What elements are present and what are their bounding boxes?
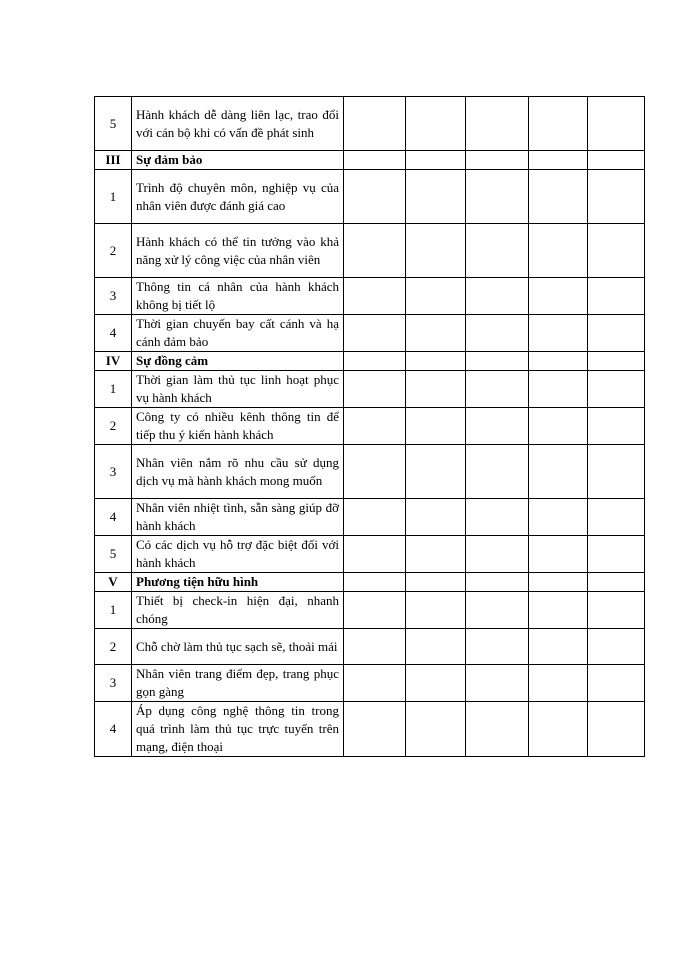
rating-cell-2: [406, 592, 466, 629]
rating-cell-5: [588, 702, 645, 757]
rating-cell-3: [466, 352, 529, 371]
rating-cell-5: [588, 408, 645, 445]
rating-cell-5: [588, 629, 645, 665]
survey-table: [94, 96, 645, 757]
rating-cell-5: [588, 224, 645, 278]
criterion-text: Có các dịch vụ hỗ trợ đặc biệt đối với hành khách: [132, 536, 344, 573]
rating-cell-5: [588, 536, 645, 573]
rating-cell-3: [466, 499, 529, 536]
criterion-text: Nhân viên nhiệt tình, sẵn sàng giúp đỡ hành khách: [132, 499, 344, 536]
rating-cell-1: [344, 629, 406, 665]
rating-cell-4: [529, 629, 588, 665]
criterion-text: Nhân viên nắm rõ nhu cầu sử dụng dịch vụ mà hành khách mong muốn: [132, 445, 344, 499]
rating-cell-4: [529, 170, 588, 224]
table-row: [95, 592, 645, 629]
section-row: [95, 151, 645, 170]
item-number: 2: [95, 629, 132, 665]
rating-cell-1: [344, 592, 406, 629]
section-number: V: [95, 573, 132, 592]
rating-cell-2: [406, 499, 466, 536]
item-number: 4: [95, 315, 132, 352]
rating-cell-5: [588, 151, 645, 170]
rating-cell-2: [406, 278, 466, 315]
rating-cell-1: [344, 408, 406, 445]
criterion-text: Nhân viên trang điểm đẹp, trang phục gọn gàng: [132, 665, 344, 702]
criterion-text: Hành khách dễ dàng liên lạc, trao đổi với cán bộ khi có vấn đề phát sinh: [132, 97, 344, 151]
rating-cell-4: [529, 573, 588, 592]
rating-cell-2: [406, 445, 466, 499]
rating-cell-4: [529, 499, 588, 536]
table-row: [95, 536, 645, 573]
item-number: 1: [95, 371, 132, 408]
rating-cell-4: [529, 536, 588, 573]
criterion-text: Thời gian chuyến bay cất cánh và hạ cánh đảm bảo: [132, 315, 344, 352]
criterion-text: Thiết bị check-in hiện đại, nhanh chóng: [132, 592, 344, 629]
rating-cell-2: [406, 170, 466, 224]
rating-cell-3: [466, 151, 529, 170]
table-row: [95, 97, 645, 151]
rating-cell-3: [466, 408, 529, 445]
rating-cell-2: [406, 352, 466, 371]
rating-cell-5: [588, 592, 645, 629]
section-title: Sự đồng cảm: [132, 352, 344, 371]
table-row: [95, 278, 645, 315]
rating-cell-1: [344, 536, 406, 573]
table-row: [95, 665, 645, 702]
rating-cell-4: [529, 224, 588, 278]
table-row: [95, 224, 645, 278]
table-row: [95, 702, 645, 757]
rating-cell-1: [344, 151, 406, 170]
rating-cell-2: [406, 408, 466, 445]
rating-cell-1: [344, 315, 406, 352]
item-number: 4: [95, 499, 132, 536]
rating-cell-4: [529, 97, 588, 151]
item-number: 3: [95, 665, 132, 702]
survey-table-body: [95, 97, 645, 757]
rating-cell-3: [466, 665, 529, 702]
section-title: Phương tiện hữu hình: [132, 573, 344, 592]
rating-cell-1: [344, 352, 406, 371]
item-number: 2: [95, 224, 132, 278]
rating-cell-1: [344, 278, 406, 315]
item-number: 1: [95, 592, 132, 629]
section-title: Sự đảm bảo: [132, 151, 344, 170]
rating-cell-2: [406, 536, 466, 573]
rating-cell-3: [466, 371, 529, 408]
criterion-text: Trình độ chuyên môn, nghiệp vụ của nhân viên được đánh giá cao: [132, 170, 344, 224]
rating-cell-2: [406, 573, 466, 592]
rating-cell-5: [588, 170, 645, 224]
rating-cell-5: [588, 573, 645, 592]
rating-cell-3: [466, 536, 529, 573]
item-number: 3: [95, 278, 132, 315]
item-number: 3: [95, 445, 132, 499]
rating-cell-5: [588, 278, 645, 315]
rating-cell-2: [406, 151, 466, 170]
rating-cell-4: [529, 151, 588, 170]
rating-cell-5: [588, 97, 645, 151]
rating-cell-5: [588, 445, 645, 499]
rating-cell-3: [466, 702, 529, 757]
criterion-text: Thông tin cá nhân của hành khách không bị tiết lộ: [132, 278, 344, 315]
rating-cell-2: [406, 315, 466, 352]
rating-cell-3: [466, 573, 529, 592]
section-number: IV: [95, 352, 132, 371]
rating-cell-4: [529, 592, 588, 629]
rating-cell-5: [588, 371, 645, 408]
rating-cell-1: [344, 97, 406, 151]
table-row: [95, 170, 645, 224]
rating-cell-3: [466, 97, 529, 151]
rating-cell-4: [529, 371, 588, 408]
criterion-text: Áp dụng công nghệ thông tin trong quá trình làm thủ tục trực tuyến trên mạng, điện thoại: [132, 702, 344, 757]
rating-cell-3: [466, 170, 529, 224]
rating-cell-1: [344, 499, 406, 536]
rating-cell-5: [588, 352, 645, 371]
criterion-text: Chỗ chờ làm thủ tục sạch sẽ, thoải mái: [132, 629, 344, 665]
table-row: [95, 499, 645, 536]
rating-cell-5: [588, 315, 645, 352]
rating-cell-3: [466, 592, 529, 629]
table-row: [95, 315, 645, 352]
criterion-text: Hành khách có thể tin tưởng vào khả năng xử lý công việc của nhân viên: [132, 224, 344, 278]
section-row: [95, 573, 645, 592]
section-number: III: [95, 151, 132, 170]
rating-cell-2: [406, 97, 466, 151]
rating-cell-3: [466, 629, 529, 665]
rating-cell-1: [344, 702, 406, 757]
table-row: [95, 371, 645, 408]
rating-cell-1: [344, 445, 406, 499]
rating-cell-1: [344, 665, 406, 702]
item-number: 1: [95, 170, 132, 224]
rating-cell-2: [406, 224, 466, 278]
rating-cell-2: [406, 665, 466, 702]
section-row: [95, 352, 645, 371]
rating-cell-3: [466, 445, 529, 499]
criterion-text: Thời gian làm thủ tục linh hoạt phục vụ hành khách: [132, 371, 344, 408]
rating-cell-1: [344, 573, 406, 592]
rating-cell-4: [529, 315, 588, 352]
item-number: 5: [95, 536, 132, 573]
rating-cell-1: [344, 170, 406, 224]
rating-cell-3: [466, 224, 529, 278]
rating-cell-1: [344, 224, 406, 278]
rating-cell-2: [406, 702, 466, 757]
rating-cell-1: [344, 371, 406, 408]
survey-page: [94, 96, 644, 757]
rating-cell-4: [529, 352, 588, 371]
rating-cell-4: [529, 445, 588, 499]
rating-cell-2: [406, 371, 466, 408]
table-row: [95, 445, 645, 499]
rating-cell-4: [529, 408, 588, 445]
item-number: 4: [95, 702, 132, 757]
table-row: [95, 408, 645, 445]
rating-cell-5: [588, 499, 645, 536]
criterion-text: Công ty có nhiều kênh thông tin để tiếp thu ý kiến hành khách: [132, 408, 344, 445]
rating-cell-3: [466, 278, 529, 315]
item-number: 5: [95, 97, 132, 151]
rating-cell-4: [529, 702, 588, 757]
item-number: 2: [95, 408, 132, 445]
table-row: [95, 629, 645, 665]
rating-cell-5: [588, 665, 645, 702]
rating-cell-3: [466, 315, 529, 352]
rating-cell-4: [529, 665, 588, 702]
rating-cell-4: [529, 278, 588, 315]
rating-cell-2: [406, 629, 466, 665]
